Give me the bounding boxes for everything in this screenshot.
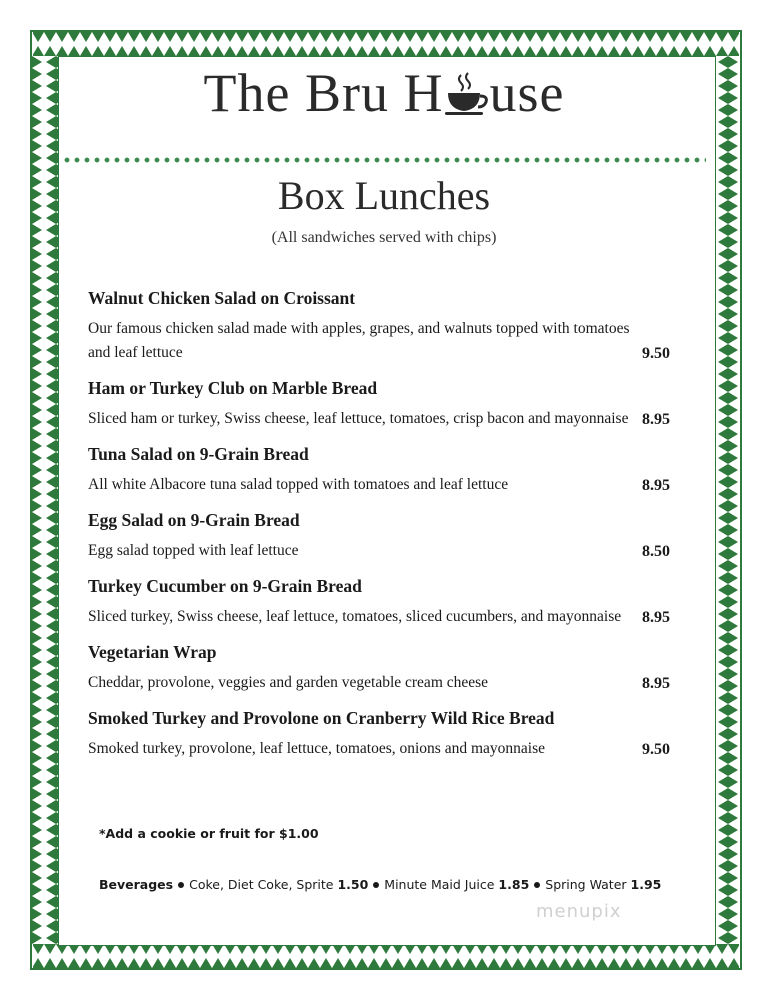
item-description: Our famous chicken salad made with apples, grapes, and walnuts topped with tomatoes and leaf lettuce — [88, 320, 630, 361]
beverages-line — [99, 877, 661, 892]
item-name: Turkey Cucumber on 9-Grain Bread — [88, 576, 362, 596]
item-price: 9.50 — [642, 345, 670, 362]
item-price: 8.95 — [642, 675, 670, 692]
brand-name-end: use — [489, 63, 565, 123]
item-description: All white Albacore tuna salad topped with tomatoes and leaf lettuce — [88, 476, 509, 493]
addon-note: *Add a cookie or fruit for $1.00 — [99, 826, 319, 841]
item-price: 8.95 — [642, 609, 670, 626]
item-description: Sliced turkey, Swiss cheese, leaf lettuce, tomatoes, sliced cucumbers, and mayonnaise — [88, 608, 622, 625]
section-note: (All sandwiches served with chips) — [271, 229, 497, 246]
item-price: 8.95 — [642, 411, 670, 428]
dotted-divider — [62, 156, 706, 164]
beverage-price: 1.95 — [630, 877, 662, 892]
menu-item — [88, 377, 688, 431]
item-price: 9.50 — [642, 741, 670, 758]
menu-item — [88, 641, 688, 695]
bullet-icon — [373, 882, 379, 888]
menu-item — [88, 509, 688, 563]
menu-item — [88, 287, 688, 365]
item-name: Walnut Chicken Salad on Croissant — [88, 288, 356, 308]
beverage-price: 1.85 — [498, 877, 530, 892]
menu-item — [88, 443, 688, 497]
item-price: 8.95 — [642, 477, 670, 494]
beverage-item: Minute Maid Juice — [384, 877, 495, 892]
menu-item — [88, 575, 688, 629]
item-name: Tuna Salad on 9-Grain Bread — [88, 444, 309, 464]
item-price: 8.50 — [642, 543, 670, 560]
menu-list — [88, 287, 688, 761]
item-description: Cheddar, provolone, veggies and garden vegetable cream cheese — [88, 674, 489, 691]
item-description: Egg salad topped with leaf lettuce — [88, 542, 299, 559]
beverage-item: Spring Water — [545, 877, 627, 892]
bullet-icon — [534, 882, 540, 888]
menupix-watermark: menupix — [536, 901, 622, 922]
bullet-icon — [178, 882, 184, 888]
item-name: Vegetarian Wrap — [88, 642, 217, 662]
menu-item — [88, 707, 688, 761]
item-description: Smoked turkey, provolone, leaf lettuce, tomatoes, onions and mayonnaise — [88, 740, 545, 757]
beverage-item: Coke, Diet Coke, Sprite — [189, 877, 334, 892]
brand-name-start: The Bru H — [203, 63, 444, 123]
item-description: Sliced ham or turkey, Swiss cheese, leaf lettuce, tomatoes, crisp bacon and mayonnaise — [88, 410, 629, 427]
coffee-cup-icon — [443, 71, 489, 115]
item-name: Smoked Turkey and Provolone on Cranberry Wild Rice Bread — [88, 708, 555, 728]
item-name: Ham or Turkey Club on Marble Bread — [88, 378, 378, 398]
brand-logo — [0, 62, 768, 124]
item-name: Egg Salad on 9-Grain Bread — [88, 510, 300, 530]
section-title: Box Lunches — [277, 173, 491, 218]
beverage-price: 1.50 — [337, 877, 369, 892]
beverages-label: Beverages — [99, 877, 174, 892]
